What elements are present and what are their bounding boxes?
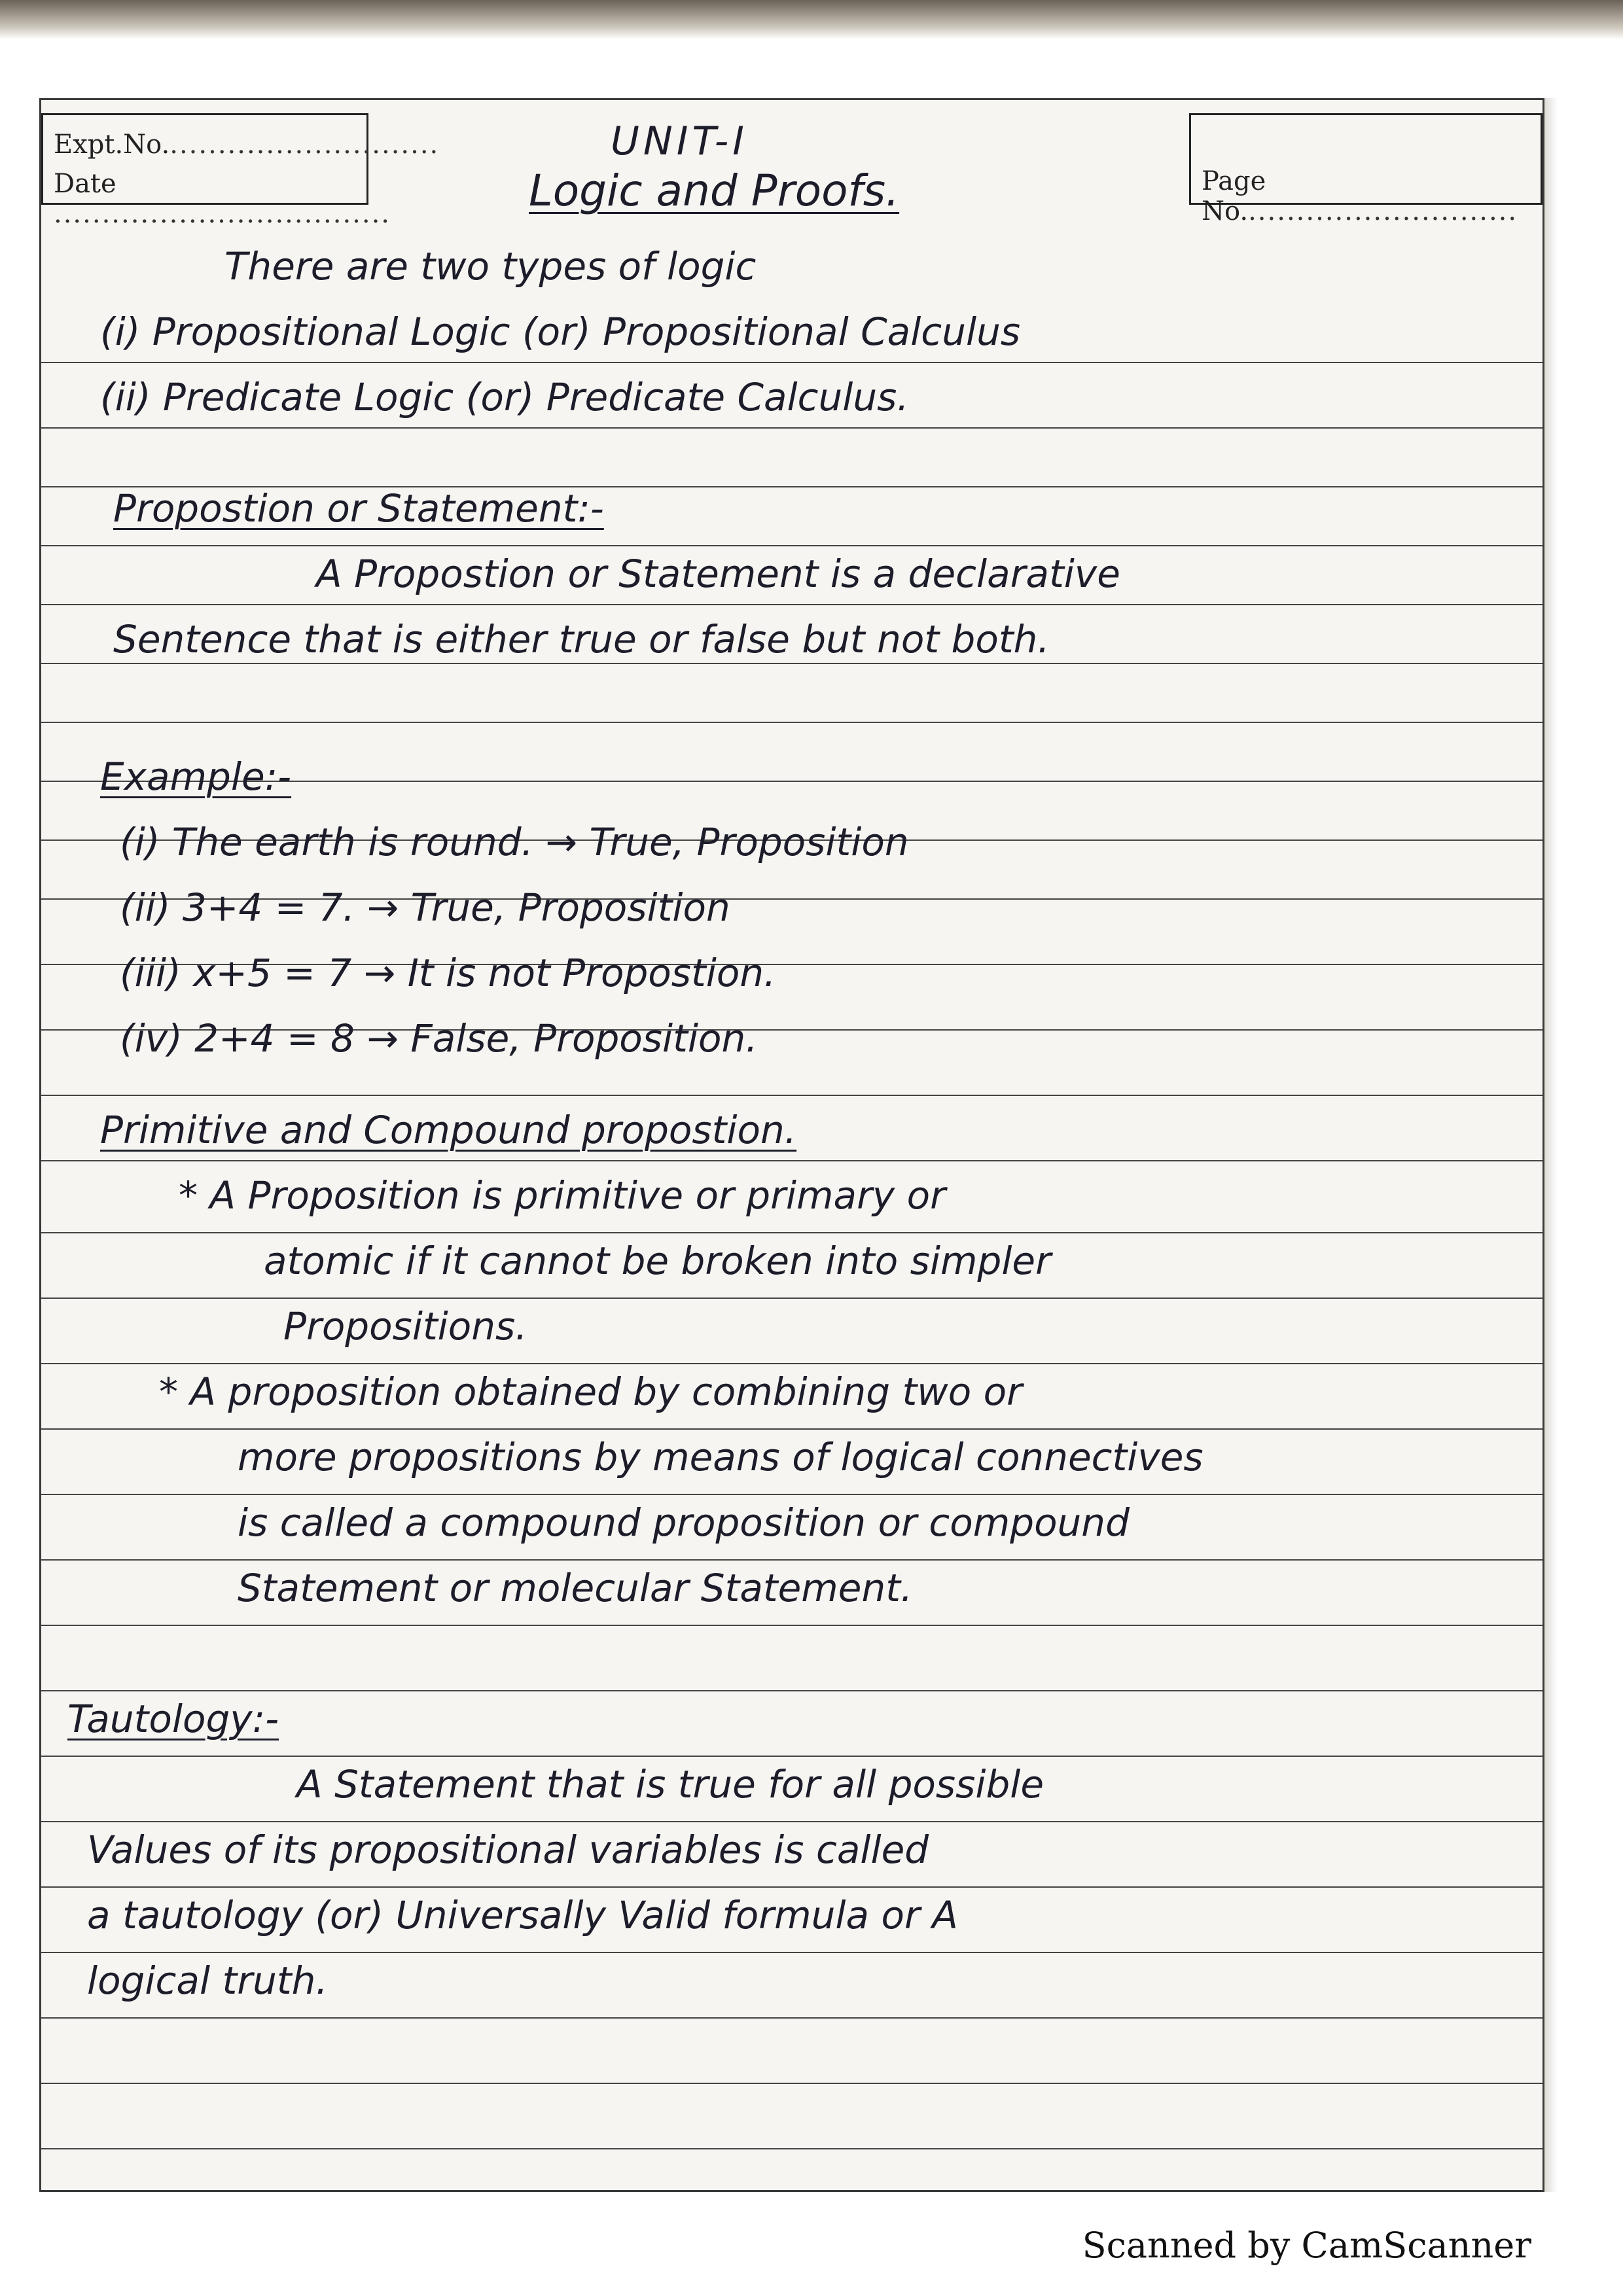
- tautology-line-2: Values of its propositional variables is called: [87, 1828, 929, 1872]
- primitive-line-6: is called a compound proposition or compound: [238, 1500, 1130, 1545]
- ruled-line: [41, 604, 1543, 605]
- ruled-line: [41, 545, 1543, 546]
- ruled-line: [41, 1756, 1543, 1757]
- intro-line-1: There are two types of logic: [224, 244, 757, 289]
- scanner-watermark: Scanned by CamScanner: [1082, 2225, 1531, 2266]
- date-dots: ...................................: [54, 199, 391, 229]
- primitive-line-4: * A proposition obtained by combining two or: [159, 1369, 1022, 1414]
- ruled-line: [41, 1232, 1543, 1233]
- unit-heading: UNIT-I: [611, 118, 748, 164]
- ruled-line: [41, 1095, 1543, 1096]
- proposition-line-1: A Propostion or Statement is a declarative: [316, 552, 1120, 596]
- ruled-line: [41, 362, 1543, 363]
- expt-date-box: [41, 113, 440, 229]
- example-item-1: (i) The earth is round. → True, Proposition: [120, 820, 909, 864]
- ruled-line: [41, 663, 1543, 664]
- ruled-line: [41, 1886, 1543, 1888]
- example-item-2: (ii) 3+4 = 7. → True, Proposition: [120, 885, 730, 930]
- page-no-box: [1189, 113, 1543, 226]
- notebook-page: [39, 98, 1544, 2192]
- page-title: Logic and Proofs.: [529, 166, 900, 216]
- example-heading: Example:-: [100, 754, 292, 799]
- ruled-line: [41, 427, 1543, 429]
- scan-top-edge: [0, 0, 1623, 39]
- proposition-line-2: Sentence that is either true or false but not both.: [113, 617, 1050, 662]
- page-no-label: Page No.: [1202, 166, 1266, 226]
- ruled-line: [41, 1298, 1543, 1299]
- example-item-3: (iii) x+5 = 7 → It is not Propostion.: [120, 951, 776, 995]
- tautology-line-1: A Statement that is true for all possible: [296, 1762, 1044, 1807]
- primitive-heading: Primitive and Compound propostion.: [100, 1108, 797, 1152]
- intro-line-3: (ii) Predicate Logic (or) Predicate Calculus.: [100, 375, 909, 419]
- intro-line-2: (i) Propositional Logic (or) Propositional Calculus: [100, 309, 1021, 354]
- primitive-line-3: Propositions.: [283, 1304, 527, 1349]
- ruled-line: [41, 1952, 1543, 1953]
- primitive-line-7: Statement or molecular Statement.: [238, 1566, 913, 1610]
- ruled-line: [41, 722, 1543, 723]
- tautology-line-3: a tautology (or) Universally Valid formula or A: [87, 1893, 958, 1937]
- proposition-heading: Propostion or Statement:-: [113, 486, 604, 531]
- page-no-field: [1202, 166, 1541, 226]
- primitive-line-2: atomic if it cannot be broken into simpler: [264, 1239, 1051, 1283]
- ruled-line: [41, 1160, 1543, 1161]
- ruled-line: [41, 1559, 1543, 1561]
- expt-no-field: [54, 130, 439, 160]
- primitive-line-5: more propositions by means of logical connectives: [238, 1435, 1204, 1479]
- ruled-line: [41, 1821, 1543, 1822]
- tautology-heading: Tautology:-: [67, 1697, 279, 1741]
- ruled-line: [41, 1690, 1543, 1691]
- date-field: [54, 169, 391, 229]
- ruled-line: [41, 2148, 1543, 2149]
- example-item-4: (iv) 2+4 = 8 → False, Proposition.: [120, 1016, 758, 1061]
- ruled-line: [41, 2017, 1543, 2019]
- ruled-line: [41, 1363, 1543, 1364]
- tautology-line-4: logical truth.: [87, 1958, 328, 2003]
- ruled-line: [41, 1428, 1543, 1430]
- page-no-dots: ............................: [1248, 196, 1518, 226]
- expt-label: Expt.No.: [54, 130, 170, 160]
- ruled-line: [41, 1625, 1543, 1626]
- expt-dots: ............................: [169, 130, 440, 160]
- primitive-line-1: * A Proposition is primitive or primary or: [179, 1173, 946, 1218]
- ruled-line: [41, 2083, 1543, 2084]
- ruled-line: [41, 1494, 1543, 1495]
- date-label: Date: [54, 169, 116, 199]
